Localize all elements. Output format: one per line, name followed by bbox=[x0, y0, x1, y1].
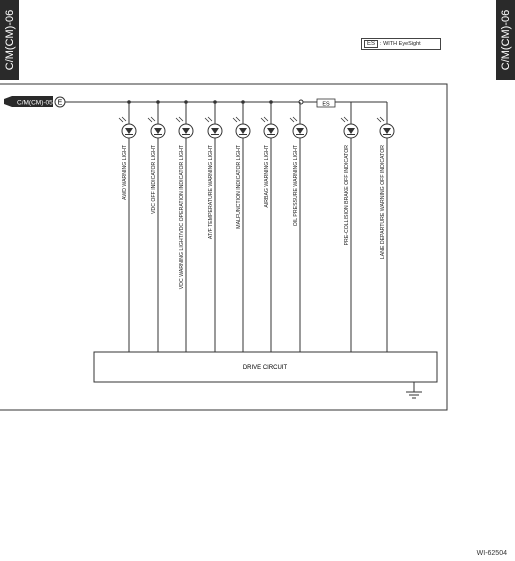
lamp-label: LANE DEPARTURE WARNING OFF INDICATOR bbox=[380, 145, 386, 260]
splice-dot bbox=[269, 100, 273, 104]
section-tab-right-label: C/M(CM)-06 bbox=[499, 9, 512, 71]
light-emission-icon bbox=[290, 117, 297, 122]
lamp-branch bbox=[341, 102, 358, 352]
lamp-label: AIRBAG WARNING LIGHT bbox=[264, 145, 270, 208]
lamp-label: PRE-COLLISION BRAKE OFF INDICATOR bbox=[344, 145, 350, 246]
lamp-branch bbox=[148, 100, 165, 352]
indicator-lamps bbox=[119, 100, 394, 352]
splice-dot bbox=[213, 100, 217, 104]
splice-dot bbox=[127, 100, 131, 104]
lamp-branch bbox=[233, 100, 250, 352]
light-emission-icon bbox=[176, 117, 183, 122]
connector-pin: E bbox=[57, 99, 63, 107]
lamp-label: MALFUNCTION INDICATOR LIGHT bbox=[236, 145, 242, 229]
lamp-branch bbox=[119, 100, 136, 352]
lamp-branch bbox=[290, 102, 307, 352]
figure-id: WI-62504 bbox=[476, 550, 507, 557]
light-emission-icon bbox=[233, 117, 240, 122]
legend-code: ES bbox=[364, 40, 378, 48]
drive-circuit-label: DRIVE CIRCUIT bbox=[242, 365, 288, 371]
section-tab-left-label: C/M(CM)-06 bbox=[3, 9, 16, 71]
lamp-branch bbox=[261, 100, 278, 352]
ground-symbol bbox=[406, 392, 422, 398]
es-tag: ES bbox=[322, 101, 330, 108]
lamp-branch bbox=[176, 100, 193, 352]
light-emission-icon bbox=[341, 117, 348, 122]
lamp-branch bbox=[377, 102, 394, 352]
lamp-label: VDC OFF INDICATOR LIGHT bbox=[151, 145, 157, 214]
light-emission-icon bbox=[205, 117, 212, 122]
lamp-branch bbox=[205, 100, 222, 352]
legend-text: : WITH EyeSight bbox=[380, 41, 421, 47]
lamp-label: AT/F TEMPERATURE WARNING LIGHT bbox=[208, 145, 214, 240]
lamp-label: AWD WARNING LIGHT bbox=[122, 145, 128, 200]
light-emission-icon bbox=[148, 117, 155, 122]
light-emission-icon bbox=[119, 117, 126, 122]
splice-dot bbox=[184, 100, 188, 104]
connector-label: C/M(CM)-05 bbox=[17, 99, 53, 107]
lamp-label: VDC WARNING LIGHT/VDC OPERATION INDICATOR LIGHT bbox=[179, 145, 185, 290]
light-emission-icon bbox=[261, 117, 268, 122]
light-emission-icon bbox=[377, 117, 384, 122]
splice-dot bbox=[241, 100, 245, 104]
lamp-label: OIL PRESSURE WARNING LIGHT bbox=[293, 145, 299, 227]
splice-dot bbox=[156, 100, 160, 104]
